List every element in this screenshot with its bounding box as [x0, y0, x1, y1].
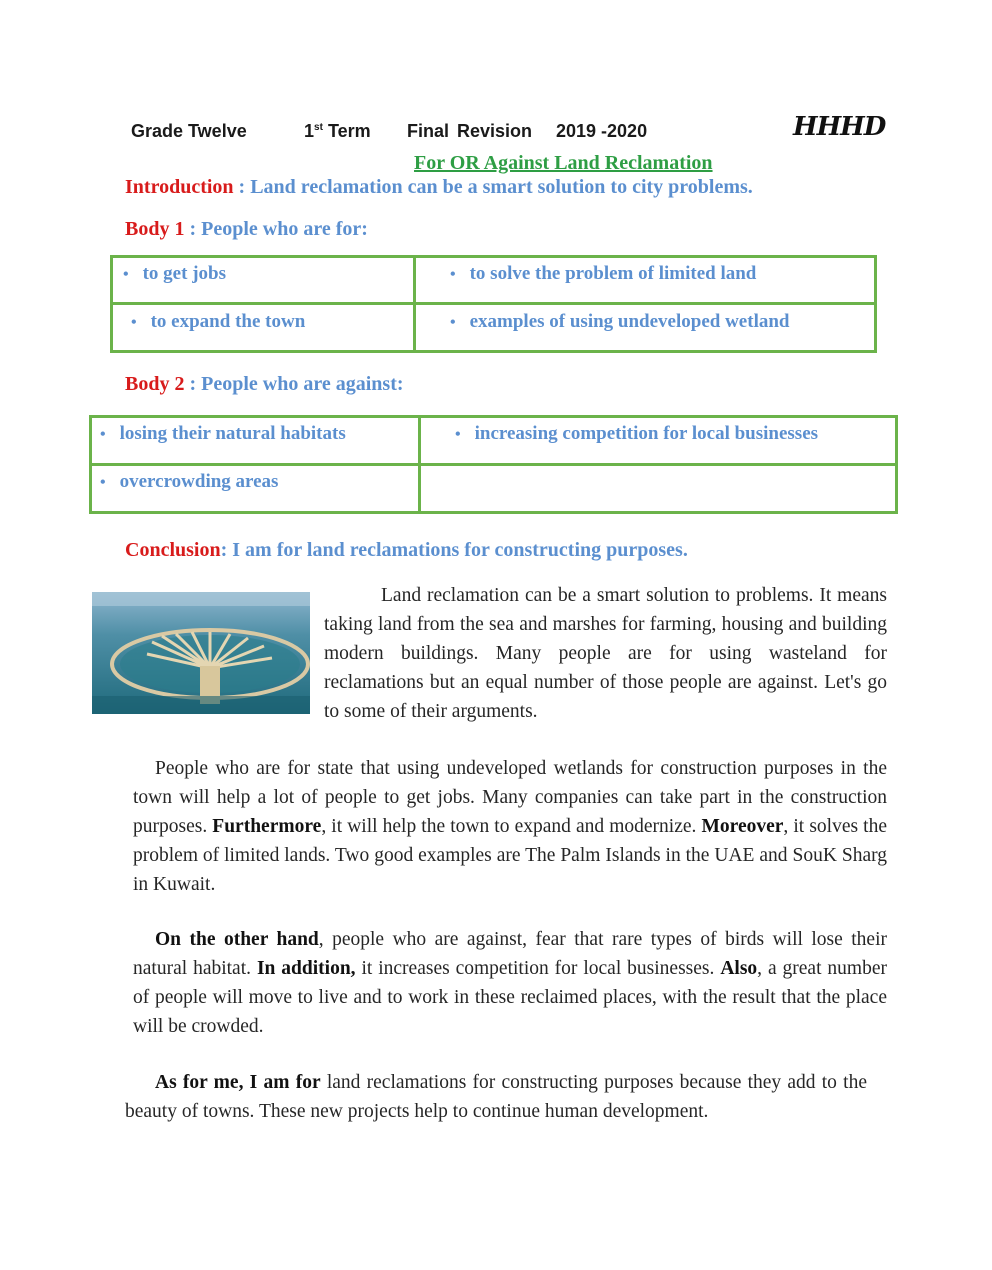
body2-label: Body 2 — [125, 373, 185, 395]
body2-text: People who are against: — [201, 373, 404, 395]
cell-text: to solve the problem of limited land — [469, 263, 757, 284]
cell-text: losing their natural habitats — [119, 423, 346, 444]
connector-as-for-me: As for me, I am for — [155, 1072, 321, 1093]
essay-paragraph-for — [133, 754, 887, 899]
connector-on-the-other-hand: On the other hand — [155, 929, 319, 950]
table-cell — [415, 257, 876, 304]
table-cell — [112, 304, 415, 352]
revision-label: Final Revision — [407, 121, 533, 141]
author-logo: HHHD — [793, 112, 886, 142]
table-cell — [415, 304, 876, 352]
conclusion-line — [125, 539, 688, 562]
body1-label: Body 1 — [125, 218, 185, 240]
body1-table — [110, 255, 877, 353]
cell-text: to expand the town — [150, 311, 306, 332]
cell-text: examples of using undeveloped wetland — [469, 311, 790, 332]
conclusion-sep: : — [220, 539, 233, 561]
essay-paragraph-against — [133, 925, 887, 1041]
body2-sep: : — [184, 373, 202, 395]
palm-island-photo — [92, 592, 310, 714]
cell-text: increasing competition for local businesses — [474, 423, 819, 444]
term-number: 1 — [304, 121, 315, 141]
connector-moreover: Moreover — [701, 816, 784, 837]
table-cell — [91, 465, 420, 513]
para2-text-b: , it will help the town to expand and modernize. — [321, 816, 702, 837]
body1-text: People who are for: — [201, 218, 368, 240]
grade-label: Grade Twelve — [131, 121, 247, 141]
para3-text-b: it increases competition for local businesses. — [355, 958, 721, 979]
table-cell — [112, 257, 415, 304]
connector-in-addition: In addition, — [256, 958, 356, 979]
cell-text: to get jobs — [142, 263, 226, 284]
page-title: For OR Against Land Reclamation — [414, 152, 713, 174]
bullet-icon: • — [100, 426, 106, 443]
conclusion-label: Conclusion — [125, 539, 221, 561]
introduction-line — [125, 176, 753, 199]
para2-text-a: People who are for state that using undeveloped wetlands for construction purposes in the town will help a lot of people to get jobs. Many companies can take part in the construction purposes. — [133, 758, 887, 837]
essay-paragraph-conclusion — [125, 1068, 867, 1126]
table-cell-empty — [420, 465, 897, 513]
introduction-label: Introduction — [125, 176, 234, 198]
bullet-icon: • — [455, 426, 461, 443]
conclusion-text: I am for land reclamations for constructing purposes. — [232, 539, 688, 561]
body2-line — [125, 373, 404, 396]
introduction-sep: : — [233, 176, 251, 198]
body1-sep: : — [184, 218, 202, 240]
table-cell — [91, 417, 420, 465]
term-suffix: st — [314, 122, 323, 133]
cell-text: overcrowding areas — [119, 471, 279, 492]
connector-also: Also — [720, 958, 758, 979]
para4-text: land reclamations for constructing purposes because they add to the beauty of towns. These new projects help to continue human development. — [125, 1072, 867, 1122]
essay-paragraph-intro: Land reclamation can be a smart solution to problems. It means taking land from the sea and marshes for farming, housing and building modern buildings. Many people are for using wasteland for reclamations but an equal number of those people are against. Let's go to some of their arguments. — [324, 585, 887, 722]
table-cell — [420, 417, 897, 465]
connector-furthermore: Furthermore — [212, 816, 322, 837]
bullet-icon: • — [131, 314, 137, 331]
bullet-icon: • — [100, 474, 106, 491]
bullet-icon: • — [123, 266, 129, 283]
bullet-icon: • — [450, 266, 456, 283]
year-label: 2019 -2020 — [556, 121, 648, 141]
introduction-text: Land reclamation can be a smart solution to city problems. — [250, 176, 753, 198]
para2-text-c: , it solves the problem of limited lands. Two good examples are The Palm Islands in the UAE and SouK Sharg in Kuwait. — [133, 816, 887, 895]
body1-line — [125, 218, 368, 241]
bullet-icon: • — [450, 314, 456, 331]
body2-table — [89, 415, 898, 514]
para3-text-a: , people who are against, fear that rare types of birds will lose their natural habitat. — [133, 929, 887, 979]
term-label — [304, 121, 371, 142]
term-word: Term — [327, 121, 371, 141]
para3-text-c: , a great number of people will move to live and to work in these reclaimed places, with the result that the place will be crowded. — [133, 958, 887, 1037]
